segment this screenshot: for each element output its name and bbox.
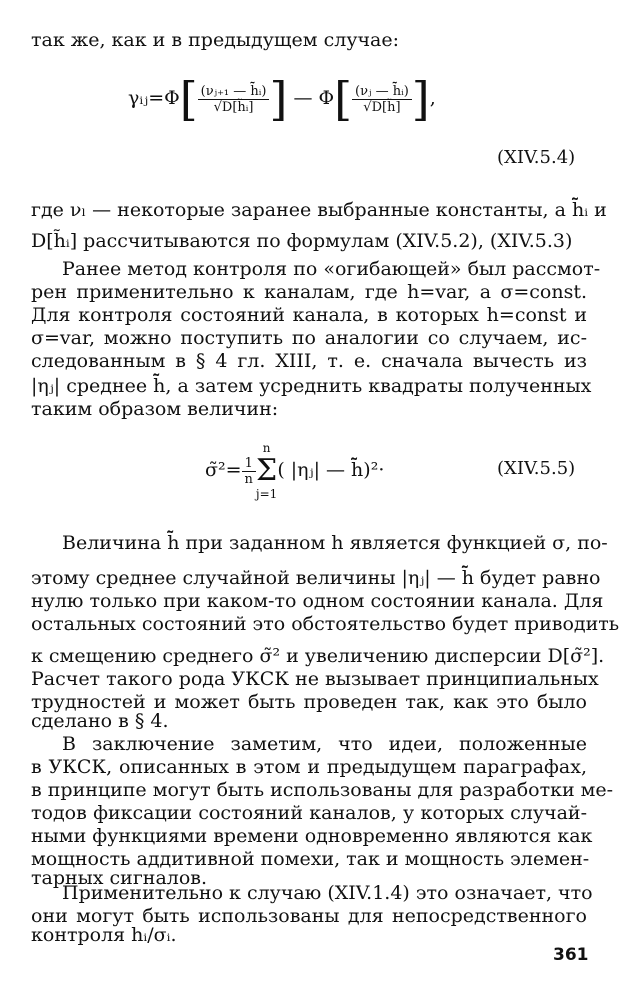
fraction [352,84,412,115]
sum-lower-limit: j=1 [255,487,278,501]
text-line: они могут быть использованы для непосредственного [31,905,587,927]
text-line: где νₗ — некоторые заранее выбранные константы, а h̄̃ᵢ и [31,199,607,221]
fraction [242,456,256,487]
fraction-numerator: (νⱼ — h̄̃ᵢ) [352,84,412,100]
fraction-denominator: n [244,471,253,487]
bracket-icon: [ [334,72,353,126]
text-line: Для контроля состояний канала, в которых h=const и [31,304,587,326]
fraction-numerator: (νⱼ₊₁ — h̄̃ᵢ) [198,84,270,100]
bracket-icon: ] [411,72,430,126]
text-line: D[h̃ᵢ] рассчитываются по формулам (XIV.5.2), (XIV.5.3) [31,230,573,252]
text-line: этому среднее случайной величины |ηⱼ| — h̄̃ будет равно [31,567,601,589]
fraction-denominator: √D[h̃] [363,99,401,115]
text-line: |ηⱼ| среднее h̄̃, а затем усреднить квадраты полученных [31,375,592,397]
text-line: σ=var, можно поступить по аналогии со случаем, ис- [31,327,587,349]
text-line: в УКСК, описанных в этом и предыдущем параграфах, [31,756,587,778]
fraction [198,84,270,115]
equation-tail: , [429,87,436,109]
text-line: ными функциями времени одновременно являются как [31,825,593,847]
text-line: тодов фиксации состояний каналов, у которых случай- [31,802,587,824]
text-line: таким образом величин: [31,398,279,420]
text-line: к смещению среднего σ̃² и увеличению дисперсии D[σ̃²]. [31,645,605,667]
equation-lhs: γᵢⱼ=Φ [128,87,180,109]
text-line: сделано в § 4. [31,710,169,732]
equation-lhs: σ̃²= [205,459,242,481]
equation-middle: — Φ [293,87,335,109]
bracket-icon: ] [269,72,288,126]
text-line: нулю только при каком-то одном состоянии канала. Для [31,590,604,612]
text-line: контроля hᵢ/σᵢ. [31,924,177,946]
summation [256,440,277,502]
text-line: Расчет такого рода УКСК не вызывает принципиальных [31,668,599,690]
equation-xiv-5-5 [205,440,384,502]
text-line: рен применительно к каналам, где h=var, а σ=const. [31,281,587,303]
sigma-icon: Σ [255,453,278,488]
page-number: 361 [553,945,589,965]
fraction-denominator: √D[h̃ᵢ] [213,99,254,115]
fraction-numerator: 1 [242,456,256,472]
sum-upper-limit: n [262,441,271,455]
text-line: Ранее метод контроля по «огибающей» был рассмот- [62,258,601,280]
text-line: Применительно к случаю (XIV.1.4) это означает, что [62,882,593,904]
equation-rhs: ( |ηⱼ| — h̄̃)²· [277,459,385,481]
equation-number: (XIV.5.5) [497,458,576,479]
text-line: в принципе могут быть использованы для разработки ме- [31,779,614,801]
equation-xiv-5-4 [128,72,436,126]
equation-number: (XIV.5.4) [497,147,576,168]
text-line: трудностей и может быть проведен так, как это было [31,691,587,713]
text-line: тарных сигналов. [31,867,208,889]
bracket-icon: [ [179,72,198,126]
text-line: Величина h̄̃ при заданном h является функцией σ, по- [62,532,608,554]
text-line: остальных состояний это обстоятельство будет приводить [31,613,620,635]
text-line: следованным в § 4 гл. XIII, т. е. сначала вычесть из [31,350,587,372]
text-line: так же, как и в предыдущем случае: [31,29,400,51]
text-line: мощность аддитивной помехи, так и мощность элемен- [31,848,590,870]
text-line: В заключение заметим, что идеи, положенные [62,733,587,755]
